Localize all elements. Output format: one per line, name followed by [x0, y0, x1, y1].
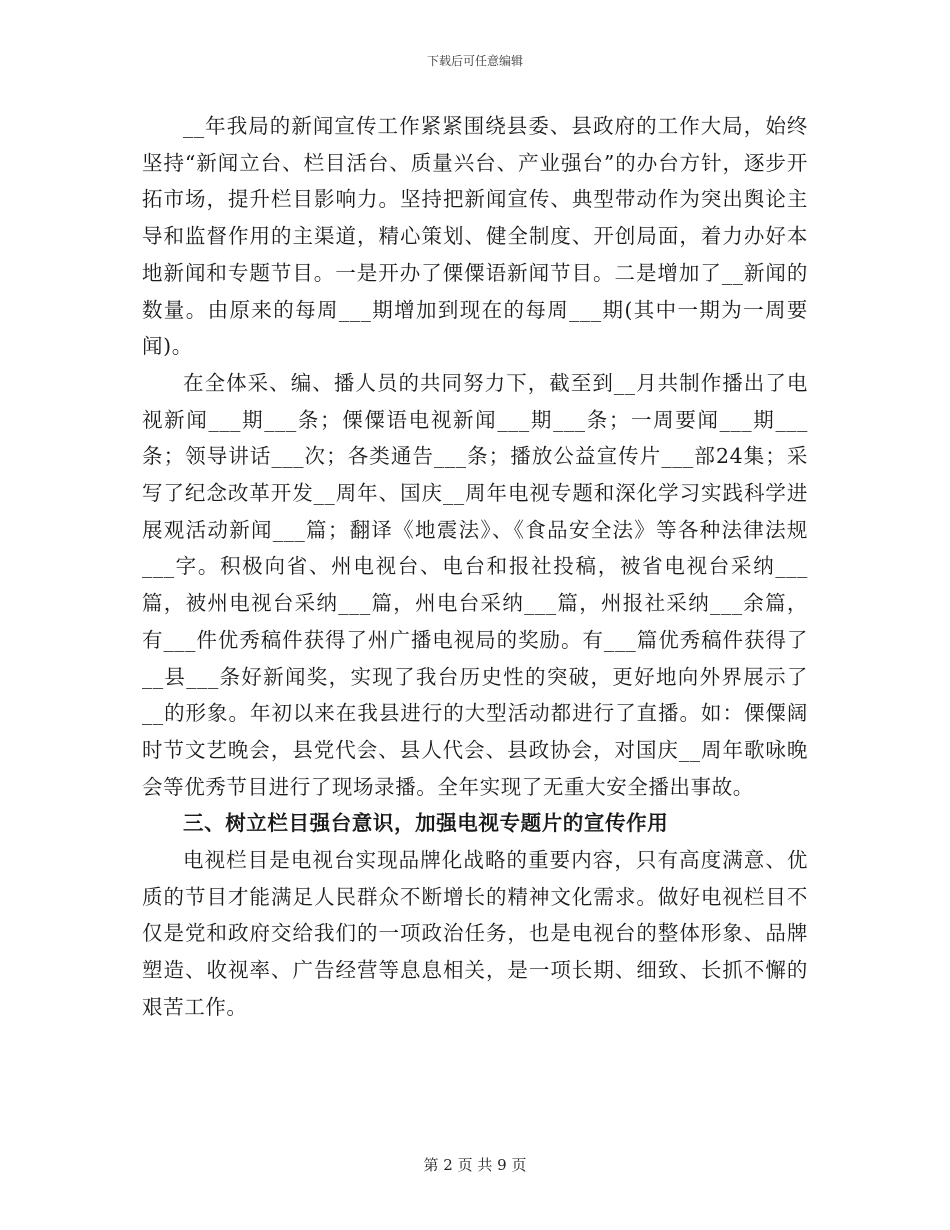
section-heading: 三、树立栏目强台意识，加强电视专题片的宣传作用	[183, 811, 669, 836]
document-body	[142, 108, 808, 1026]
paragraph-tv-programs: 电视栏目是电视台实现品牌化战略的重要内容，只有高度满意、优质的节目才能满足人民群众不断增长的精神文化需求。做好电视栏目不仅是党和政府交给我们的一项政治任务，也是电视台的整体形象、品牌塑造、收视率、广告经营等息息相关，是一项长期、细致、长抓不懈的艰苦工作。	[142, 848, 808, 1019]
page-header: 下载后可任意编辑	[426, 54, 523, 68]
page-number: 第 2 页 共 9 页	[423, 1156, 527, 1174]
paragraph-production-stats: 在全体采、编、播人员的共同努力下，截至到__月共制作播出了电视新闻___期___条；傈僳语电视新闻___期___条；一周要闻___期___条；领导讲话___次；各类通告___条；播放公益宣传片___部24集；采写了纪念改革开发__周年、国庆__周年电视专题和深化学习实践科学进展观活动新闻___篇；翻译《地震法》、《食品安全法》等各种法律法规___字。积极向省、州电视台、电台和报社投稿，被省电视台采纳___篇，被州电视台采纳___篇，州电台采纳___篇，州报社采纳___余篇，有___件优秀稿件获得了州广播电视局的奖励。有___篇优秀稿件获得了__县___条好新闻奖，实现了我台历史性的突破，更好地向外界展示了__的形象。年初以来在我县进行的大型活动都进行了直播。如：傈僳阔时节文艺晚会，县党代会、县人代会、县政协会，对国庆__周年歌咏晚会等优秀节目进行了现场录播。全年实现了无重大安全播出事故。	[142, 370, 808, 799]
paragraph-news-work: __年我局的新闻宣传工作紧紧围绕县委、县政府的工作大局，始终坚持“新闻立台、栏目活台、质量兴台、产业强台”的办台方针，逐步开拓市场，提升栏目影响力。坚持把新闻宣传、典型带动作为突出舆论主导和监督作用的主渠道，精心策划、健全制度、开创局面，着力办好本地新闻和专题节目。一是开办了傈僳语新闻节目。二是增加了__新闻的数量。由原来的每周___期增加到现在的每周___期(其中一期为一周要闻)。	[142, 114, 808, 359]
